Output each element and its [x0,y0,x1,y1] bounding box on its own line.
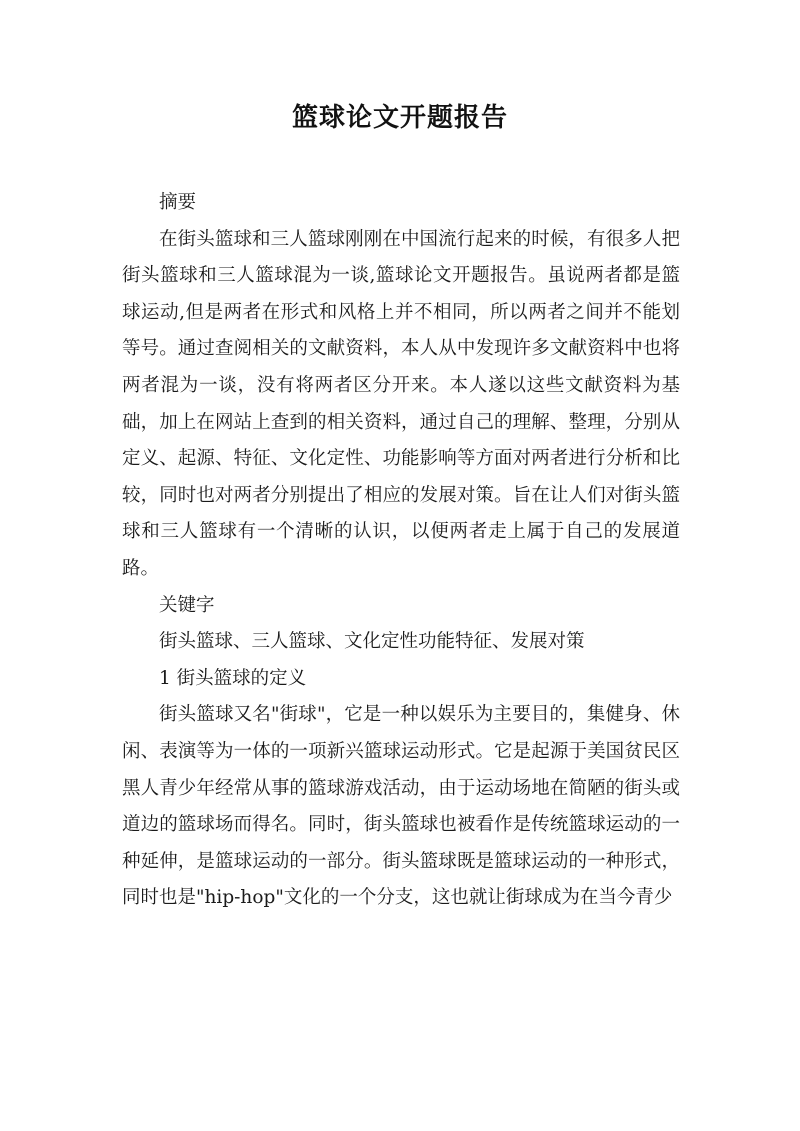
section-heading-definition: 1 街头篮球的定义 [159,667,307,689]
document-body [122,185,680,917]
section-heading-abstract: 摘要 [159,192,197,213]
abstract-paragraph: 在街头篮球和三人篮球刚刚在中国流行起来的时候，有很多人把街头篮球和三人篮球混为一谈,篮球论文开题报告。虽说两者都是篮球运动,但是两者在形式和风格上并不相同，所以两者之间并不能划等号。通过查阅相关的文献资料，本人从中发现许多文献资料中也将两者混为一谈，没有将两者区分开来。本人遂以这些文献资料为基础，加上在网站上查到的相关资料，通过自己的理解、整理，分别从定义、起源、特征、文化定性、功能影响等方面对两者进行分析和比较，同时也对两者分别提出了相应的发展对策。旨在让人们对街头篮球和三人篮球有一个清晰的认识，以便两者走上属于自己的发展道路。 [122,228,680,579]
document-title: 篮球论文开题报告 [291,103,508,133]
section-heading-keywords: 关键字 [159,594,215,616]
definition-paragraph: 街头篮球又名"街球"，它是一种以娱乐为主要目的，集健身、休闲、表演等为一体的一项新兴篮球运动形式。它是起源于美国贫民区黑人青少年经常从事的篮球游戏活动，由于运动场地在简陋的街头或道边的篮球场而得名。同时，街头篮球也被看作是传统篮球运动的一种延伸，是篮球运动的一部分。街头篮球既是篮球运动的一种形式，同时也是"hip-hop"文化的一个分支，这也就让街球成为在当今青少 [122,704,680,909]
keywords-paragraph: 街头篮球、三人篮球、文化定性功能特征、发展对策 [159,631,585,653]
